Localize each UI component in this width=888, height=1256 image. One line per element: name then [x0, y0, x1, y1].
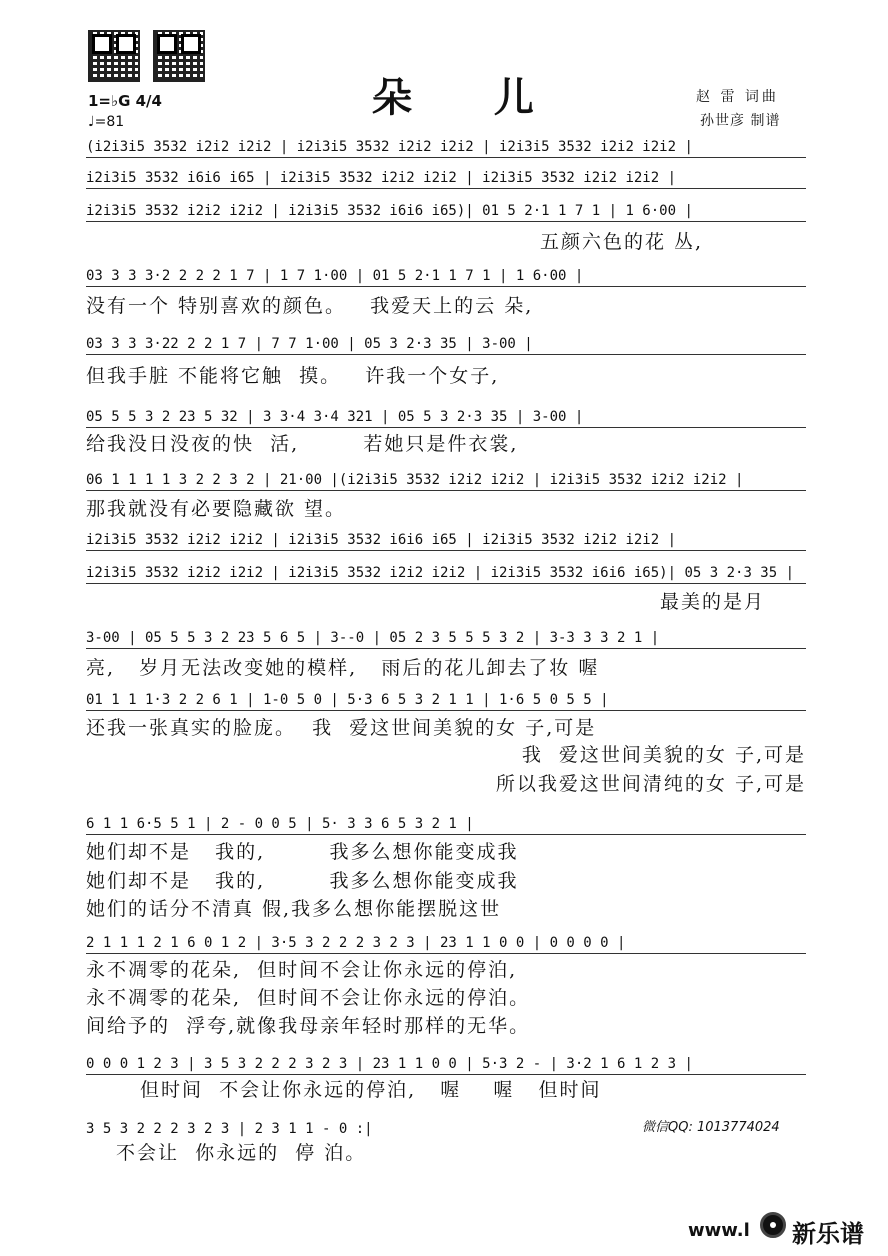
- notation-line: 3 5 3 2 2 2 3 2 3 | 2 3 1 1 - 0 :|: [86, 1121, 373, 1137]
- notation-line: 05 5 5 3 2 23 5 32 | 3 3·4 3·4 321 | 05 5 3 2·3 35 | 3-00 |: [86, 407, 806, 428]
- key-signature: 1=♭G 4/4: [88, 92, 162, 110]
- credit-lyricist-composer: 赵 雷 词曲: [696, 89, 779, 105]
- song-title: 朵 儿: [372, 74, 568, 121]
- lyric-line: 五颜六色的花 丛,: [540, 231, 704, 253]
- notation-line: i2i3i5 3532 i2i2 i2i2 | i2i3i5 3532 i6i6 i65)| 01 5 2·1 1 7 1 | 1 6·00 |: [86, 201, 806, 222]
- lyric-line: 亮, 岁月无法改变她的模样, 雨后的花儿卸去了妆 喔: [86, 657, 600, 679]
- lyric-line: 不会让 你永远的 停 泊。: [116, 1142, 367, 1164]
- notation-line: 6 1 1 6·5 5 1 | 2 - 0 0 5 | 5· 3 3 6 5 3 2 1 |: [86, 814, 806, 835]
- notation-line: i2i3i5 3532 i2i2 i2i2 | i2i3i5 3532 i6i6 i65 | i2i3i5 3532 i2i2 i2i2 |: [86, 530, 806, 551]
- notation-line: 06 1 1 1 1 3 2 2 3 2 | 21·00 |(i2i3i5 3532 i2i2 i2i2 | i2i3i5 3532 i2i2 i2i2 |: [86, 470, 806, 491]
- notation-line: i2i3i5 3532 i2i2 i2i2 | i2i3i5 3532 i2i2 i2i2 | i2i3i5 3532 i6i6 i65)| 05 3 2·3 35 |: [86, 563, 806, 584]
- notation-line: 0 0 0 1 2 3 | 3 5 3 2 2 2 3 2 3 | 23 1 1 0 0 | 5·3 2 - | 3·2 1 6 1 2 3 |: [86, 1054, 806, 1075]
- notation-line: 3-00 | 05 5 5 3 2 23 5 6 5 | 3--0 | 05 2 3 5 5 5 3 2 | 3-3 3 3 2 1 |: [86, 628, 806, 649]
- notation-line: 2 1 1 1 2 1 6 0 1 2 | 3·5 3 2 2 2 3 2 3 | 23 1 1 0 0 | 0 0 0 0 |: [86, 933, 806, 954]
- lyric-line: 永不凋零的花朵, 但时间不会让你永远的停泊,: [86, 959, 518, 981]
- lyric-line: 间给予的 浮夸,就像我母亲年轻时那样的无华。: [86, 1015, 531, 1037]
- notation-line: 03 3 3 3·22 2 2 1 7 | 7 7 1·00 | 05 3 2·3 35 | 3-00 |: [86, 334, 806, 355]
- contact-info: 微信QQ: 1013774024: [642, 1120, 780, 1135]
- qr-code-left: [88, 30, 140, 82]
- notation-line: 03 3 3 3·2 2 2 2 1 7 | 1 7 1·00 | 01 5 2·1 1 7 1 | 1 6·00 |: [86, 266, 806, 287]
- tempo-marking: ♩=81: [88, 114, 125, 130]
- lyric-line: 她们却不是 我的, 我多么想你能变成我: [86, 870, 519, 892]
- qr-code-right: [153, 30, 205, 82]
- lyric-line: 没有一个 特别喜欢的颜色。 我爱天上的云 朵,: [86, 295, 534, 317]
- notation-line: 01 1 1 1·3 2 2 6 1 | 1-0 5 0 | 5·3 6 5 3 2 1 1 | 1·6 5 0 5 5 |: [86, 690, 806, 711]
- lyric-line: 最美的是月: [660, 591, 766, 613]
- notation-line: i2i3i5 3532 i6i6 i65 | i2i3i5 3532 i2i2 i2i2 | i2i3i5 3532 i2i2 i2i2 |: [86, 168, 806, 189]
- lyric-line: 但时间 不会让你永远的停泊, 喔 喔 但时间: [140, 1079, 602, 1101]
- lyric-line: 那我就没有必要隐藏欲 望。: [86, 498, 347, 520]
- watermark-brand: 新乐谱: [792, 1220, 864, 1248]
- lyric-line: 但我手脏 不能将它触 摸。 许我一个女子,: [86, 365, 500, 387]
- watermark-url: www.l: [688, 1220, 750, 1241]
- lyric-line: 她们却不是 我的, 我多么想你能变成我: [86, 841, 519, 863]
- lyric-line: 给我没日没夜的快 活, 若她只是件衣裳,: [86, 433, 519, 455]
- lyric-line: 我 爱这世间美貌的女 子,可是: [521, 744, 806, 766]
- notation-line: (i2i3i5 3532 i2i2 i2i2 | i2i3i5 3532 i2i2 i2i2 | i2i3i5 3532 i2i2 i2i2 |: [86, 137, 806, 158]
- lyric-line: 所以我爱这世间清纯的女 子,可是: [495, 773, 806, 795]
- lyric-line: 还我一张真实的脸庞。 我 爱这世间美貌的女 子,可是: [86, 717, 597, 739]
- record-logo-icon: [760, 1212, 786, 1238]
- credit-arranger: 孙世彦 制谱: [700, 113, 781, 129]
- lyric-line: 她们的话分不清真 假,我多么想你能摆脱这世: [86, 898, 502, 920]
- lyric-line: 永不凋零的花朵, 但时间不会让你永远的停泊。: [86, 987, 531, 1009]
